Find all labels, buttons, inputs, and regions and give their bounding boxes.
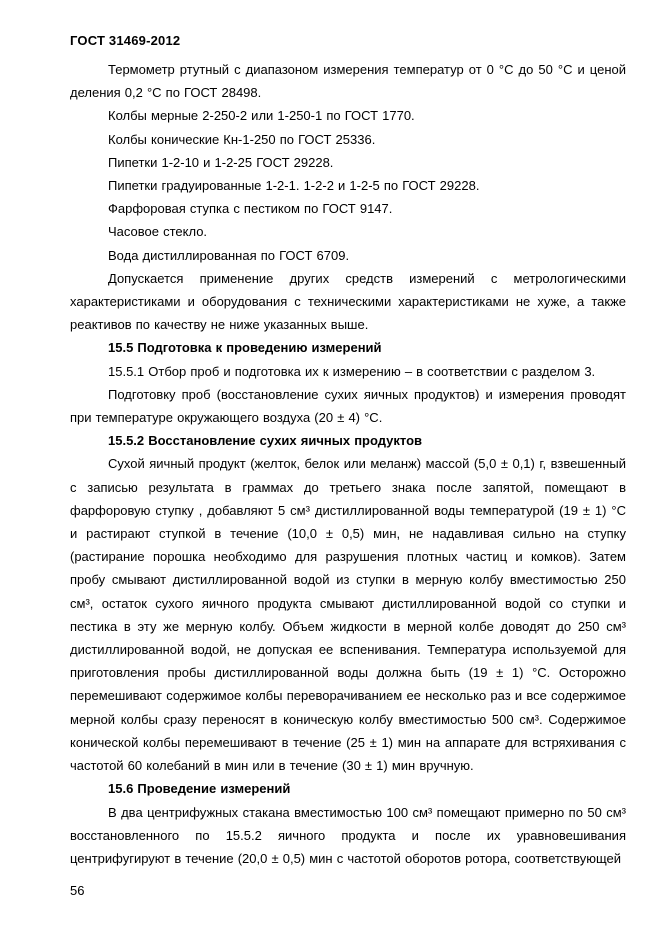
paragraph: Часовое стекло. (108, 224, 208, 240)
section-heading: 15.5.2 Восстановление сухих яичных продуктов (108, 433, 423, 449)
page-number: 56 (70, 883, 85, 898)
paragraph: Колбы мерные 2-250-2 или 1-250-1 по ГОСТ 1770. (108, 108, 415, 124)
paragraph: Подготовку проб (восстановление сухих яичных продуктов) и измерения проводят при температуре окружающего воздуха (20 ± 4) °С. (70, 386, 626, 426)
paragraph: Термометр ртутный с диапазоном измерения температур от 0 °С до 50 °С и ценой деления 0,2 °С по ГОСТ 28498. (70, 62, 626, 101)
paragraph: Колбы конические Кн-1-250 по ГОСТ 25336. (108, 131, 376, 147)
paragraph: 15.5.1 Отбор проб и подготовка их к измерению – в соответствии с разделом 3. (108, 363, 596, 379)
paragraph: Пипетки 1-2-10 и 1-2-25 ГОСТ 29228. (108, 154, 334, 170)
section-heading: 15.6 Проведение измерений (108, 781, 291, 797)
paragraph: Пипетки градуированные 1-2-1. 1-2-2 и 1-2-5 по ГОСТ 29228. (108, 178, 480, 194)
document-body (70, 58, 626, 870)
paragraph: Фарфоровая ступка с пестиком по ГОСТ 9147. (108, 201, 393, 217)
document-title: ГОСТ 31469-2012 (70, 33, 181, 48)
paragraph: Допускается применение других средств измерений с метрологическими характеристиками и оборудования с техническими характеристиками не хуже, а также реактивов по качеству не ниже указанных выше. (70, 270, 626, 333)
paragraph: Сухой яичный продукт (желток, белок или меланж) массой (5,0 ± 0,1) г, взвешенный с записью результата в граммах до третьего знака после запятой, помещают в фарфоровую ступку , добавляют 5 см³ дистиллированной воды температурой (19 ± 1) °С и растирают ступкой в течение (10,0 ± 0,5) мин, не надавливая сильно на ступку (растирание порошка необходимо для разрушения плотных частиц и комков). Затем пробу смывают дистиллированной водой из ступки в мерную колбу вместимостью 250 см³, остаток сухого яичного продукта смывают дистиллированной водой со ступки и пестика в эту же мерную колбу. Объем жидкости в мерной колбе доводят до 250 см³ дистиллированной водой, не допуская ее вспенивания. Температура используемой для приготовления пробы дистиллированной воды должна быть (19 ± 1) °С. Осторожно перемешивают содержимое колбы переворачиванием ее несколько раз и все содержимое мерной колбы сразу переносят в коническую колбу вместимостью 500 см³. Содержимое конической колбы перемешивают в течение (25 ± 1) мин на аппарате для встряхивания с частотой 60 колебаний в мин или в течение (30 ± 1) мин вручную. (70, 456, 626, 774)
paragraph: В два центрифужных стакана вместимостью 100 см³ помещают примерно по 50 см³ восстановленного по 15.5.2 яичного продукта и после их уравновешивания центрифугируют в течение (20,0 ± 0,5) мин с частотой оборотов ротора, соответствующей (70, 804, 626, 866)
paragraph: Вода дистиллированная по ГОСТ 6709. (108, 247, 350, 263)
section-heading: 15.5 Подготовка к проведению измерений (108, 340, 382, 356)
